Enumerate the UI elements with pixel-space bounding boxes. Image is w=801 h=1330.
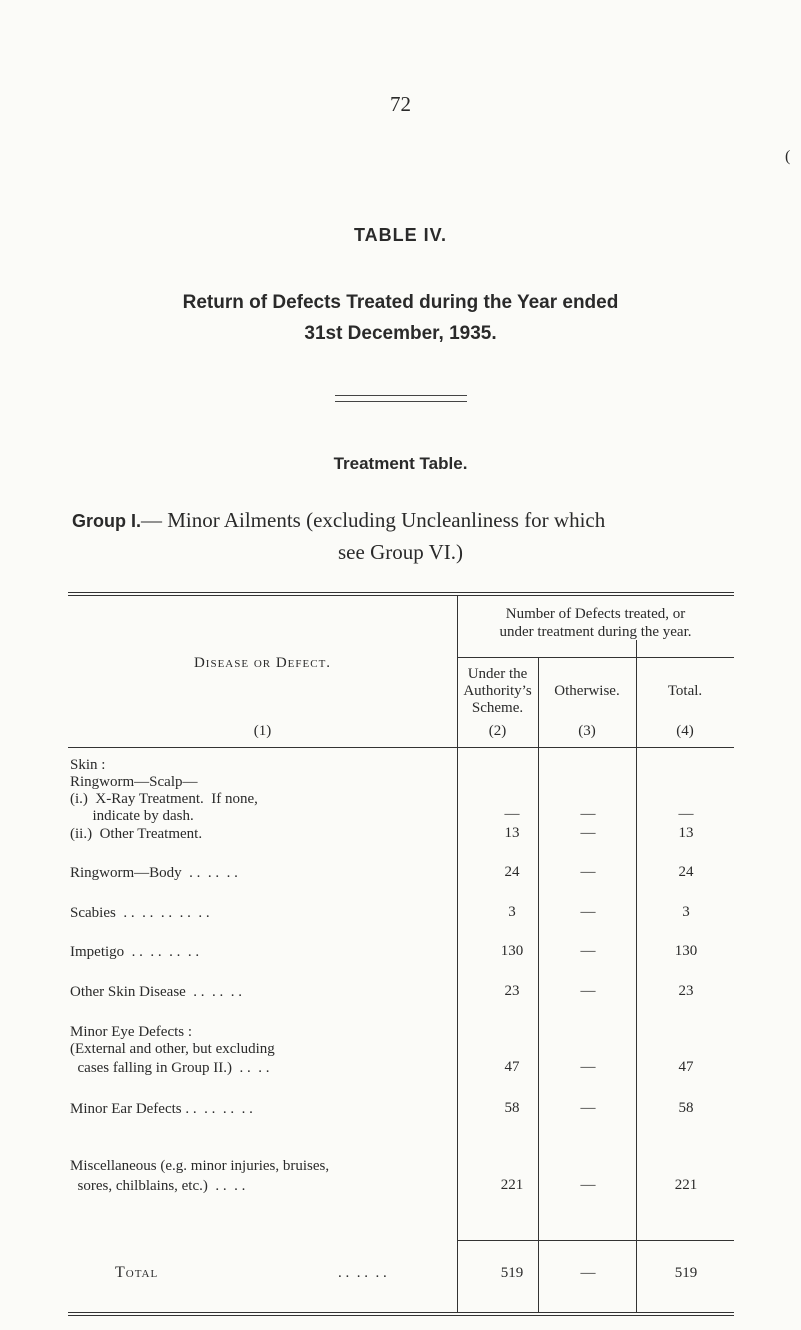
col3-header: Otherwise. bbox=[554, 683, 620, 699]
cell-otherwise: — bbox=[580, 1059, 596, 1075]
cell-total: 130 bbox=[674, 943, 698, 959]
row-label: Skin : bbox=[70, 757, 106, 773]
table-bottom-rule-double bbox=[68, 1315, 734, 1316]
group-heading-continued: see Group VI.) bbox=[338, 540, 463, 564]
row-label: Impetigo . . . . . . . . bbox=[70, 944, 200, 960]
col2-header-line-3: Scheme. bbox=[471, 700, 524, 716]
col1-number: (1) bbox=[253, 723, 272, 739]
col1-header: Disease or Defect. bbox=[193, 655, 332, 671]
row-label: Ringworm—Body . . . . . . bbox=[70, 865, 238, 881]
total-dots: . . . . . . bbox=[338, 1265, 387, 1281]
row-label: (i.) X-Ray Treatment. If none, bbox=[70, 791, 258, 807]
cell-authority-scheme: 58 bbox=[504, 1100, 520, 1116]
treatment-title: Treatment Table. bbox=[333, 454, 468, 473]
row-label: Minor Ear Defects . . . . . . . . bbox=[70, 1101, 253, 1117]
cell-otherwise: — bbox=[580, 825, 596, 841]
cell-total: 3 bbox=[682, 904, 690, 920]
cell-authority-scheme: 47 bbox=[504, 1059, 520, 1075]
total-rule bbox=[457, 1240, 734, 1241]
subtitle-line-1: Return of Defects Treated during the Year ended bbox=[182, 292, 619, 313]
cell-authority-scheme: 130 bbox=[500, 943, 524, 959]
col4-header: Total. bbox=[667, 683, 703, 699]
header-bottom-rule bbox=[68, 747, 734, 748]
total-authority-scheme: 519 bbox=[500, 1265, 524, 1281]
cell-otherwise: — bbox=[580, 864, 596, 880]
group-text: — Minor Ailments (excluding Uncleanliness for which bbox=[141, 508, 606, 532]
group-heading bbox=[72, 508, 752, 533]
span-header-line-2: under treatment during the year. bbox=[499, 624, 692, 640]
span-header-line-1: Number of Defects treated, or bbox=[505, 606, 686, 622]
row-label: (External and other, but excluding bbox=[70, 1041, 275, 1057]
cell-authority-scheme: 13 bbox=[504, 825, 520, 841]
cell-total: 221 bbox=[674, 1177, 698, 1193]
cell-total: 58 bbox=[678, 1100, 694, 1116]
divider-rule bbox=[335, 395, 467, 402]
cell-otherwise: — bbox=[580, 983, 596, 999]
cell-total: 13 bbox=[678, 825, 694, 841]
row-label: sores, chilblains, etc.) . . . . bbox=[70, 1178, 246, 1194]
page-number: 72 bbox=[390, 92, 411, 116]
cell-total: 24 bbox=[678, 864, 694, 880]
row-label: indicate by dash. bbox=[70, 808, 194, 824]
cell-authority-scheme: 23 bbox=[504, 983, 520, 999]
total-otherwise: — bbox=[580, 1265, 596, 1281]
cell-authority-scheme: 24 bbox=[504, 864, 520, 880]
column-divider-3 bbox=[636, 640, 637, 1312]
cell-authority-scheme: 3 bbox=[508, 904, 516, 920]
row-label: Minor Eye Defects : bbox=[70, 1024, 193, 1040]
row-label: Miscellaneous (e.g. minor injuries, bruises, bbox=[70, 1158, 330, 1174]
total-total: 519 bbox=[674, 1265, 698, 1281]
cell-total: 47 bbox=[678, 1059, 694, 1075]
row-label: (ii.) Other Treatment. bbox=[70, 826, 203, 842]
table-top-rule-double bbox=[68, 595, 734, 596]
cell-otherwise: — bbox=[580, 1177, 596, 1193]
group-label: Group I. bbox=[72, 511, 141, 531]
cell-authority-scheme: 221 bbox=[500, 1177, 524, 1193]
total-label: Total bbox=[115, 1264, 159, 1281]
table-top-rule bbox=[68, 592, 734, 593]
row-label: Other Skin Disease . . . . . . bbox=[70, 984, 243, 1000]
subheader-rule bbox=[457, 657, 734, 658]
col4-number: (4) bbox=[676, 723, 694, 739]
cell-otherwise: — bbox=[580, 806, 596, 822]
cell-otherwise: — bbox=[580, 904, 596, 920]
cell-otherwise: — bbox=[580, 943, 596, 959]
col2-number: (2) bbox=[488, 723, 507, 739]
row-label: Scabies . . . . . . . . . . bbox=[70, 905, 210, 921]
subtitle-line-2: 31st December, 1935. bbox=[304, 323, 497, 344]
col3-number: (3) bbox=[578, 723, 596, 739]
cell-otherwise: — bbox=[580, 1100, 596, 1116]
margin-mark: ( bbox=[785, 148, 791, 165]
row-label: Ringworm—Scalp— bbox=[70, 774, 198, 790]
col2-header-line-1: Under the bbox=[467, 666, 528, 682]
row-label: cases falling in Group II.) . . . . bbox=[70, 1060, 270, 1076]
cell-total: — bbox=[678, 806, 694, 822]
cell-total: 23 bbox=[678, 983, 694, 999]
cell-authority-scheme: — bbox=[504, 806, 520, 822]
table-bottom-rule bbox=[68, 1312, 734, 1313]
col2-header-line-2: Authority’s bbox=[463, 683, 532, 699]
table-title: TABLE IV. bbox=[353, 225, 447, 245]
